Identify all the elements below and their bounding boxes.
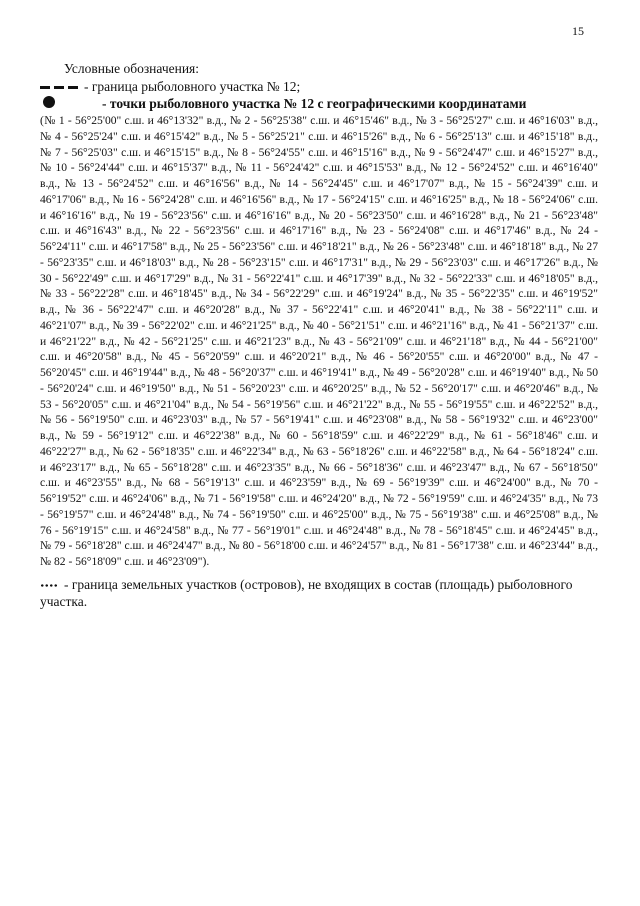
dotted-line-symbol	[40, 584, 58, 587]
page-number: 15	[572, 24, 584, 38]
points-text: - точки рыболовного участка № 12 с географическими координатами	[102, 96, 527, 111]
filled-circle-symbol	[43, 96, 55, 108]
legend-row-boundary	[40, 78, 600, 95]
legend-heading: Условные обозначения:	[64, 61, 200, 76]
legend-row-islands	[40, 577, 600, 610]
dashed-line-symbol	[40, 83, 80, 93]
islands-text: - граница земельных участков (островов), не входящих в состав (площадь) рыболовного участка.	[40, 577, 573, 609]
coordinates-paragraph: (№ 1 - 56°25'00" с.ш. и 46°13'32" в.д., № 2 - 56°25'38" с.ш. и 46°15'46" в.д., № 3 - 56°25'27" с.ш. и 46°16'03" в.д., № 4 - 56°25'24" с.ш. и 46°15'42" в.д., № 5 - 56°25'21" с.ш. и 46°15'26" в.д., № 6 - 56°25'13" с.ш. и 46°15'18" в.д., № 7 - 56°25'03" с.ш. и 46°15'15" в.д., № 8 - 56°24'55" с.ш. и 46°15'16" в.д., № 9 - 56°24'47" с.ш. и 46°15'27" в.д., № 10 - 56°24'44" с.ш. и 46°15'37" в.д., № 11 - 56°24'42" с.ш. и 46°15'53" в.д., № 12 - 56°24'52" с.ш. и 46°16'40" в.д., № 13 - 56°24'52" с.ш. и 46°16'56" в.д., № 14 - 56°24'45" с.ш. и 46°17'07" в.д., № 15 - 56°24'39" с.ш. и 46°17'06" в.д., № 16 - 56°24'28" с.ш. и 46°16'56" в.д., № 17 - 56°24'15" с.ш. и 46°16'25" в.д., № 18 - 56°24'06" с.ш. и 46°16'16" в.д., № 19 - 56°23'56" с.ш. и 46°16'16" в.д., № 20 - 56°23'50" с.ш. и 46°16'28" в.д., № 21 - 56°23'48" с.ш. и 46°16'43" в.д., № 22 - 56°23'56" с.ш. и 46°17'16" в.д., № 23 - 56°24'08" с.ш. и 46°17'46" в.д., № 24 - 56°24'11" с.ш. и 46°17'58" в.д., № 25 - 56°23'56" с.ш. и 46°18'21" в.д., № 26 - 56°23'48" с.ш. и 46°18'18" в.д., № 27 - 56°23'35" с.ш. и 46°18'03" в.д., № 28 - 56°23'15" с.ш. и 46°17'31" в.д., № 29 - 56°23'03" с.ш. и 46°17'26" в.д., № 30 - 56°22'49" с.ш. и 46°17'29" в.д., № 31 - 56°22'41" с.ш. и 46°17'39" в.д., № 32 - 56°22'33" с.ш. и 46°18'05" в.д., № 33 - 56°22'28" с.ш. и 46°18'45" в.д., № 34 - 56°22'29" с.ш. и 46°19'24" в.д., № 35 - 56°22'35" с.ш. и 46°19'52" в.д., № 36 - 56°22'47" с.ш. и 46°20'28" в.д., № 37 - 56°22'41" с.ш. и 46°20'41" в.д., № 38 - 56°22'11" с.ш. и 46°21'07" в.д., № 39 - 56°22'02" с.ш. и 46°21'25" в.д., № 40 - 56°21'51" с.ш. и 46°21'16" в.д., № 41 - 56°21'37" с.ш. и 46°21'22" в.д., № 42 - 56°21'25" с.ш. и 46°21'23" в.д., № 43 - 56°21'09" с.ш. и 46°21'18" в.д., № 44 - 56°21'00" с.ш. и 46°20'58" в.д., № 45 - 56°20'59" с.ш. и 46°20'21" в.д., № 46 - 56°20'55" с.ш. и 46°20'00" в.д., № 47 - 56°20'45" с.ш. и 46°19'44" в.д., № 48 - 56°20'37" с.ш. и 46°19'41" в.д., № 49 - 56°20'28" с.ш. и 46°19'40" в.д., № 50 - 56°20'24" с.ш. и 46°19'50" в.д., № 51 - 56°20'23" с.ш. и 46°20'25" в.д., № 52 - 56°20'17" с.ш. и 46°20'46" в.д., № 53 - 56°20'05" с.ш. и 46°21'04" в.д., № 54 - 56°19'56" с.ш. и 46°21'22" в.д., № 55 - 56°19'55" с.ш. и 46°22'52" в.д., № 56 - 56°19'50" с.ш. и 46°23'03" в.д., № 57 - 56°19'41" с.ш. и 46°23'08" в.д., № 58 - 56°19'32" с.ш. и 46°23'00" в.д., № 59 - 56°19'12" с.ш. и 46°22'38" в.д., № 60 - 56°18'59" с.ш. и 46°22'29" в.д., № 61 - 56°18'46" с.ш. и 46°22'27" в.д., № 62 - 56°18'35" с.ш. и 46°22'34" в.д., № 63 - 56°18'26" с.ш. и 46°22'58" в.д., № 64 - 56°18'24" с.ш. и 46°23'17" в.д., № 65 - 56°18'28" с.ш. и 46°23'35" в.д., № 66 - 56°18'36" с.ш. и 46°23'47" в.д., № 67 - 56°18'50" с.ш. и 46°23'55" в.д., № 68 - 56°19'13" с.ш. и 46°23'59" в.д., № 69 - 56°19'39" с.ш. и 46°24'00" в.д., № 70 - 56°19'52" с.ш. и 46°24'06" в.д., № 71 - 56°19'58" с.ш. и 46°24'20" в.д., № 72 - 56°19'59" с.ш. и 46°24'35" в.д., № 73 - 56°19'57" с.ш. и 46°24'48" в.д., № 74 - 56°19'50" с.ш. и 46°25'00" в.д., № 75 - 56°19'38" с.ш. и 46°25'08" в.д., № 76 - 56°19'15" с.ш. и 46°24'58" в.д., № 77 - 56°19'01" с.ш. и 46°24'48" в.д., № 78 - 56°18'45" с.ш. и 46°24'45" в.д., № 79 - 56°18'28" с.ш. и 46°24'47" в.д., № 80 - 56°18'00 с.ш. и 46°24'57" в.д., № 81 - 56°17'38" с.ш. и 46°23'44" в.д., № 82 - 56°18'09" с.ш. и 46°23'09").	[40, 114, 598, 568]
boundary-text: - граница рыболовного участка № 12;	[84, 79, 301, 94]
